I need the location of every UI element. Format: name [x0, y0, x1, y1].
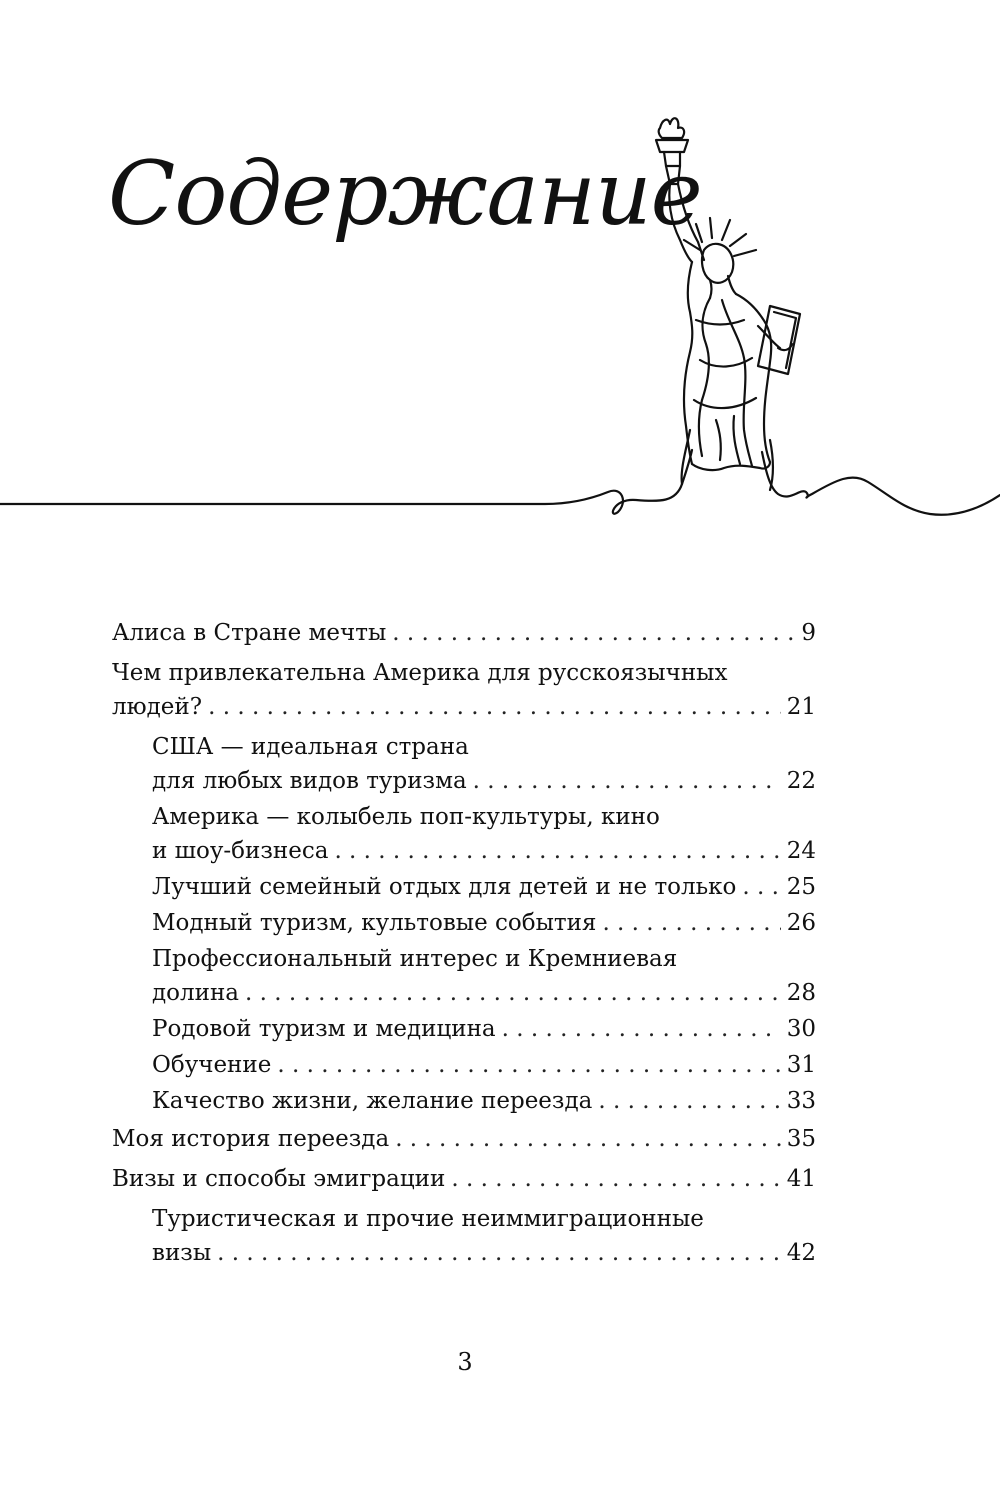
- toc-entry-title: людей?: [112, 694, 203, 720]
- toc-leader-dots: [473, 764, 781, 798]
- toc-entry-title: Визы и способы эмиграции: [112, 1166, 446, 1192]
- toc-subentry[interactable]: [112, 730, 816, 798]
- toc-leader-dots: [217, 1236, 781, 1270]
- toc-page-number: 9: [801, 620, 816, 646]
- toc-subentry[interactable]: [112, 1202, 816, 1270]
- toc-subentry[interactable]: [112, 906, 816, 940]
- toc-entry[interactable]: [112, 1122, 816, 1156]
- statue-of-liberty-icon: [0, 100, 1000, 540]
- toc-page-number: 22: [786, 768, 816, 794]
- toc-page-number: 24: [786, 838, 816, 864]
- toc-entry[interactable]: [112, 1162, 816, 1196]
- toc-entry-title: Модный туризм, культовые события: [152, 910, 597, 936]
- toc-entry-title: и шоу-бизнеса: [152, 838, 329, 864]
- toc-leader-dots: [395, 1122, 781, 1156]
- toc-subentry[interactable]: [112, 800, 816, 868]
- toc-subentry[interactable]: [112, 942, 816, 1010]
- toc-entry[interactable]: [112, 616, 816, 650]
- toc-entry[interactable]: [112, 656, 816, 724]
- toc-entry-title: Качество жизни, желание переезда: [152, 1088, 593, 1114]
- toc-subentry[interactable]: [112, 1012, 816, 1046]
- table-of-contents: [112, 616, 816, 1272]
- page-number: 3: [457, 1348, 473, 1376]
- toc-entry-title-line: Туристическая и прочие неиммиграционные: [152, 1206, 704, 1232]
- toc-page-number: 42: [786, 1240, 816, 1266]
- toc-subentry[interactable]: [112, 870, 816, 904]
- toc-subentry[interactable]: [112, 1048, 816, 1082]
- toc-entry-title-line: Профессиональный интерес и Кремниевая: [152, 946, 678, 972]
- toc-page-number: 28: [786, 980, 816, 1006]
- page-title: Содержание: [108, 142, 702, 245]
- toc-entry-title: визы: [152, 1240, 212, 1266]
- toc-entry-title-line: Америка — колыбель поп-культуры, кино: [152, 804, 660, 830]
- toc-page-number: 26: [786, 910, 816, 936]
- toc-entry-title: долина: [152, 980, 239, 1006]
- toc-leader-dots: [742, 870, 780, 904]
- toc-entry-title: Алиса в Стране мечты: [112, 620, 387, 646]
- toc-page-number: 35: [786, 1126, 816, 1152]
- toc-leader-dots: [245, 976, 781, 1010]
- toc-page-number: 41: [786, 1166, 816, 1192]
- toc-page-number: 30: [786, 1016, 816, 1042]
- toc-leader-dots: [451, 1162, 780, 1196]
- toc-page-number: 21: [786, 694, 816, 720]
- toc-leader-dots: [502, 1012, 781, 1046]
- toc-page-number: 31: [786, 1052, 816, 1078]
- toc-entry-title: Лучший семейный отдых для детей и не только: [152, 874, 737, 900]
- toc-leader-dots: [602, 906, 780, 940]
- toc-page-number: 33: [786, 1088, 816, 1114]
- toc-leader-dots: [392, 616, 795, 650]
- toc-entry-title-line: США — идеальная страна: [152, 734, 469, 760]
- toc-entry-title: Обучение: [152, 1052, 272, 1078]
- toc-entry-title: Моя история переезда: [112, 1126, 390, 1152]
- toc-leader-dots: [208, 690, 781, 724]
- toc-entry-title: Родовой туризм и медицина: [152, 1016, 496, 1042]
- toc-leader-dots: [277, 1048, 780, 1082]
- toc-entry-title: для любых видов туризма: [152, 768, 467, 794]
- toc-page-number: 25: [786, 874, 816, 900]
- toc-leader-dots: [598, 1084, 780, 1118]
- toc-entry-title-line: Чем привлекательна Америка для русскоязычных: [112, 660, 728, 686]
- toc-subentry[interactable]: [112, 1084, 816, 1118]
- toc-leader-dots: [334, 834, 780, 868]
